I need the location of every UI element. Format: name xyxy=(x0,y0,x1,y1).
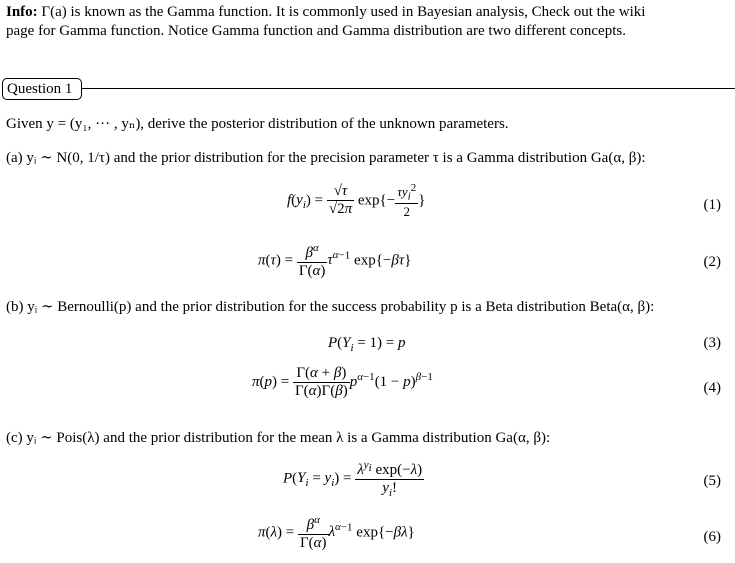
part-c-text: (c) yᵢ ∼ Pois(λ) and the prior distribution for the mean λ is a Gamma distribution Ga(α, β): xyxy=(6,430,551,446)
question-label: Question 1 xyxy=(7,81,73,97)
equation-5: $P(Y_i = y_i)$ = $\frac{\lambda^{y_i} \exp(-\lambda)}{y_i!}$ xyxy=(283,459,423,499)
part-b-text: (b) yᵢ ∼ Bernoulli(p) and the prior distribution for the success probability p is a Beta distribution Beta(α, β): xyxy=(6,299,655,315)
equation-number-3: (3) xyxy=(703,335,721,351)
equation-6: π(λ) = $\frac{\beta^\alpha}{\Gamma(\alpha)}$ $\lambda^{\alpha-1}$ exp{−βλ} xyxy=(258,514,415,551)
question-rule xyxy=(82,88,735,89)
info-text-1: Γ(a) is known as the Gamma function. It is commonly used in Bayesian analysis, Check out the wiki xyxy=(41,4,646,20)
info-line-1 xyxy=(6,2,645,22)
info-text-2: page for Gamma function. Notice Gamma function and Gamma distribution are two different concepts. xyxy=(6,23,626,39)
equation-number-1: (1) xyxy=(703,197,721,213)
equation-number-5: (5) xyxy=(703,473,721,489)
equation-number-2: (2) xyxy=(703,254,721,270)
equation-number-4: (4) xyxy=(703,380,721,396)
question-label-box xyxy=(2,78,82,100)
intro-text: Given y = (y₁, ··· , yₙ), derive the posterior distribution of the unknown parameters. xyxy=(6,116,509,132)
part-a-text: (a) yᵢ ∼ N(0, 1/τ) and the prior distribution for the precision parameter τ is a Gamma distribution Ga(α, β): xyxy=(6,150,646,166)
equation-number-6: (6) xyxy=(703,529,721,545)
equation-4: π(p) = $\frac{\Gamma(\alpha + \beta)}{\Gamma(\alpha)\Gamma(\beta)}$ $p^{\alpha-1}(1 - p)^{\beta-1}$ xyxy=(252,365,433,399)
equation-3: $P(Y_i = 1) = p$ xyxy=(328,335,406,354)
equation-1: $f(y_i)$ = $\frac{√\tau}{√2\pi}$ exp{− $\frac{\tau y_i^2}{2}$ } xyxy=(287,182,426,219)
equation-2: π(τ) = $\frac{\beta^\alpha}{\Gamma(\alpha)}$ $\tau^{\alpha-1}$ exp{−βτ} xyxy=(258,242,412,279)
info-label: Info: xyxy=(6,4,38,20)
